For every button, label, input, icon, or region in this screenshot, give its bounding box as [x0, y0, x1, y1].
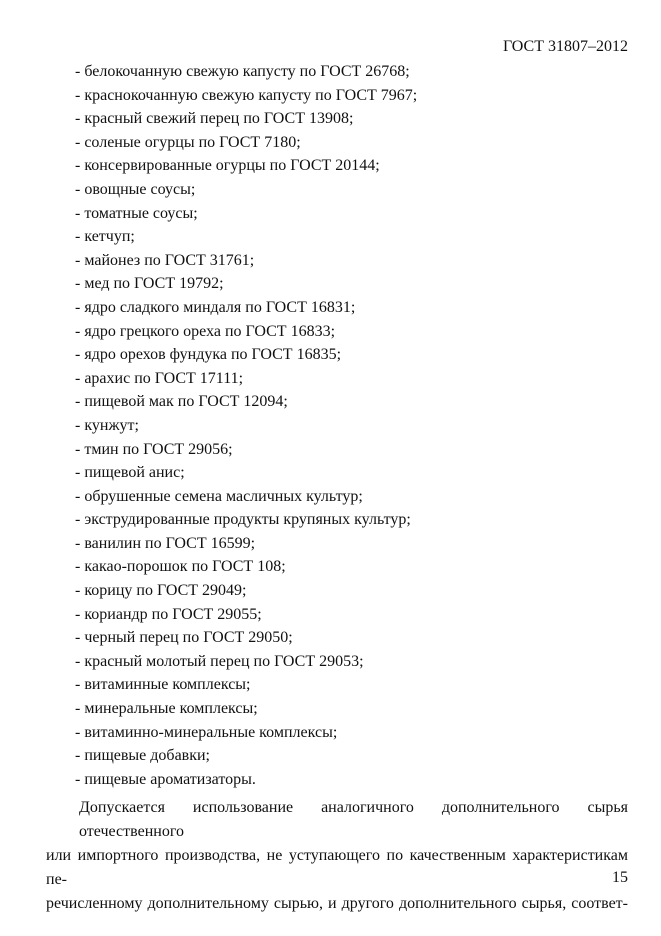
list-item: - овощные соусы; [75, 180, 196, 198]
paragraph-line: Допускается использование аналогичного дополнительного сырья отечественного [79, 799, 628, 840]
list-item: - витаминные комплексы; [75, 676, 251, 694]
list-item: - кунжут; [75, 416, 139, 434]
list-item: - тмин по ГОСТ 29056; [75, 440, 233, 458]
list-item: - корицу по ГОСТ 29049; [75, 582, 247, 600]
additional-raw-materials-list [75, 60, 417, 791]
list-item: - ванилин по ГОСТ 16599; [75, 534, 256, 552]
list-item: - красный свежий перец по ГОСТ 13908; [75, 110, 354, 128]
list-item: - минеральные комплексы; [75, 700, 258, 718]
list-item: - ядро орехов фундука по ГОСТ 16835; [75, 346, 342, 364]
list-item: - кетчуп; [75, 228, 135, 246]
paragraph-line: речисленному дополнительному сырью, и другого дополнительного сырья, соответ- [46, 895, 628, 912]
list-item: - пищевой мак по ГОСТ 12094; [75, 393, 288, 411]
list-item: - витаминно-минеральные комплексы; [75, 723, 338, 741]
page-number: 15 [612, 869, 628, 886]
list-item: - экструдированные продукты крупяных культур; [75, 511, 411, 529]
list-item: - белокочанную свежую капусту по ГОСТ 26768; [75, 63, 410, 80]
list-item: - кориандр по ГОСТ 29055; [75, 605, 262, 623]
list-item: - ядро сладкого миндаля по ГОСТ 16831; [75, 298, 356, 316]
list-item: - пищевые ароматизаторы. [75, 770, 256, 788]
list-item: - черный перец по ГОСТ 29050; [75, 629, 293, 647]
list-item: - ядро грецкого ореха по ГОСТ 16833; [75, 322, 336, 340]
list-item: - красный молотый перец по ГОСТ 29053; [75, 652, 364, 670]
list-item: - пищевые добавки; [75, 747, 210, 765]
list-item: - мед по ГОСТ 19792; [75, 275, 224, 293]
list-item: - пищевой анис; [75, 464, 185, 482]
list-item: - краснокочанную свежую капусту по ГОСТ 7967; [75, 86, 418, 104]
list-item: - майонез по ГОСТ 31761; [75, 251, 255, 269]
list-item: - какао-порошок по ГОСТ 108; [75, 558, 286, 576]
body-paragraph [46, 796, 628, 916]
list-item: - консервированные огурцы по ГОСТ 20144; [75, 157, 380, 175]
document-header-gost-number: ГОСТ 31807–2012 [502, 38, 628, 55]
list-item: - арахис по ГОСТ 17111; [75, 369, 244, 387]
paragraph-line: или импортного производства, не уступающего по качественным характеристикам пе- [46, 847, 628, 888]
list-item: - обрушенные семена масличных культур; [75, 487, 363, 505]
list-item: - соленые огурцы по ГОСТ 7180; [75, 133, 301, 151]
list-item: - томатные соусы; [75, 204, 198, 222]
